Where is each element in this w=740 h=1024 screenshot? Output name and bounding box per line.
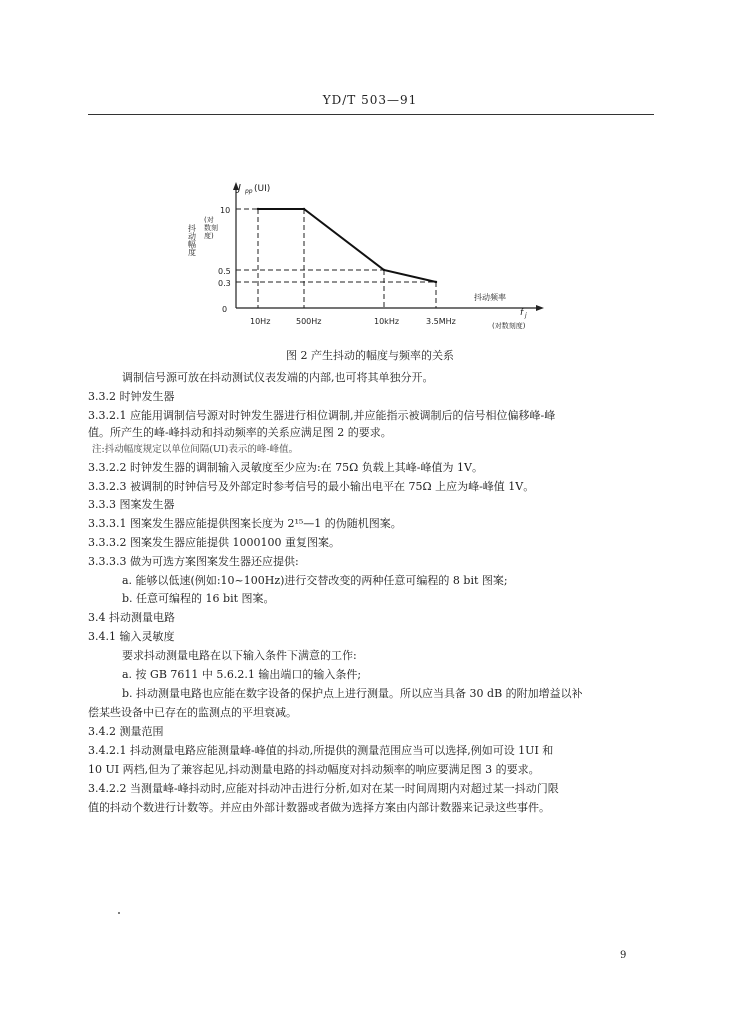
text-line: 3.3.2.1 应能用调制信号源对时钟发生器进行相位调制,并应能指示被调制后的信号相位偏移峰-峰: [88, 409, 556, 422]
text-line: 偿某些设备中已存在的监测点的平坦衰减。: [88, 706, 297, 719]
y-tick-label: 0.5: [218, 267, 231, 276]
y-axis-subscript: pp: [245, 188, 253, 195]
header-rule: [88, 114, 654, 115]
text-line: 调制信号源可放在抖动测试仪表发端的内部,也可将其单独分开。: [122, 371, 434, 384]
scan-speck: [118, 912, 120, 914]
y-axis-title-3: 度): [204, 232, 214, 240]
y-axis-title-4: 抖动幅度: [187, 224, 197, 256]
note-line: 注:抖动幅度规定以单位间隔(UI)表示的峰-峰值。: [92, 444, 299, 455]
jitter-amplitude-frequency-chart: [180, 178, 560, 338]
standard-code-header: YD/T 503—91: [322, 93, 418, 107]
x-tick-label: 500Hz: [296, 317, 322, 326]
x-axis-arrow: [536, 305, 544, 311]
x-axis-symbol: f: [520, 308, 524, 318]
y-axis-title-1: (对: [204, 216, 214, 224]
text-line: 3.3.3.2 图案发生器应能提供 1000100 重复图案。: [88, 536, 340, 549]
text-line: 3.4.2.1 抖动测量电路应能测量峰-峰值的抖动,所提供的测量范围应当可以选择,例如可设 1UI 和: [88, 744, 554, 757]
list-item: a. 能够以低速(例如:10~100Hz)进行交替改变的两种任意可编程的 8 bit 图案;: [122, 574, 508, 587]
y-tick-label: 0.3: [218, 279, 231, 288]
x-tick-label: 10Hz: [250, 317, 271, 326]
jitter-series-line: [258, 209, 436, 282]
y-tick-label: 10: [220, 206, 231, 215]
list-item: b. 任意可编程的 16 bit 图案。: [122, 592, 275, 605]
x-tick-label: 10kHz: [374, 317, 400, 326]
x-tick-label: 3.5MHz: [426, 317, 456, 326]
text-line: 3.3.2.3 被调制的时钟信号及外部定时参考信号的最小输出电平在 75Ω 上应为峰-峰值 1V。: [88, 480, 535, 493]
section-heading: 3.3.3 图案发生器: [88, 498, 175, 511]
series-point: [435, 281, 437, 283]
y-axis-symbol: J: [238, 183, 241, 194]
x-axis-subscript: j: [525, 312, 527, 319]
page-number: 9: [620, 950, 627, 961]
y-tick-label: 0: [222, 305, 228, 314]
section-heading: 3.3.2 时钟发生器: [88, 390, 175, 403]
x-axis-title: 抖动频率: [474, 293, 506, 302]
y-axis-unit: (UI): [254, 184, 271, 194]
series-point: [383, 269, 385, 271]
y-axis-title-2: 数刻: [204, 224, 218, 232]
series-point: [257, 208, 259, 210]
section-heading: 3.4 抖动测量电路: [88, 611, 175, 624]
text-line: 10 UI 两档,但为了兼容起见,抖动测量电路的抖动幅度对抖动频率的响应要满足图 3 的要求。: [88, 763, 540, 776]
text-line: 值的抖动个数进行计数等。并应由外部计数器或者做为选择方案由内部计数器来记录这些事件。: [88, 801, 550, 814]
text-line: 3.3.3.3 做为可选方案图案发生器还应提供:: [88, 555, 299, 568]
section-heading: 3.4.1 输入灵敏度: [88, 630, 175, 643]
text-line: 3.3.2.2 时钟发生器的调制输入灵敏度至少应为:在 75Ω 负载上其峰-峰值为 1V。: [88, 461, 483, 474]
list-item: a. 按 GB 7611 中 5.6.2.1 输出端口的输入条件;: [122, 668, 362, 681]
list-item: b. 抖动测量电路也应能在数字设备的保护点上进行测量。所以应当具备 30 dB 的附加增益以补: [122, 687, 583, 700]
text-line: 要求抖动测量电路在以下输入条件下满意的工作:: [122, 649, 357, 662]
text-line: 值。所产生的峰-峰抖动和抖动频率的关系应满足图 2 的要求。: [88, 426, 392, 439]
x-axis-note: (对数刻度): [492, 322, 526, 330]
figure-caption: 图 2 产生抖动的幅度与频率的关系: [286, 349, 454, 362]
series-point: [303, 208, 305, 210]
text-line: 3.4.2.2 当测量峰-峰抖动时,应能对抖动冲击进行分析,如对在某一时间周期内对超过某一抖动门限: [88, 782, 559, 795]
section-heading: 3.4.2 测量范围: [88, 725, 164, 738]
text-line: 3.3.3.1 图案发生器应能提供图案长度为 2¹⁵—1 的伪随机图案。: [88, 517, 402, 530]
